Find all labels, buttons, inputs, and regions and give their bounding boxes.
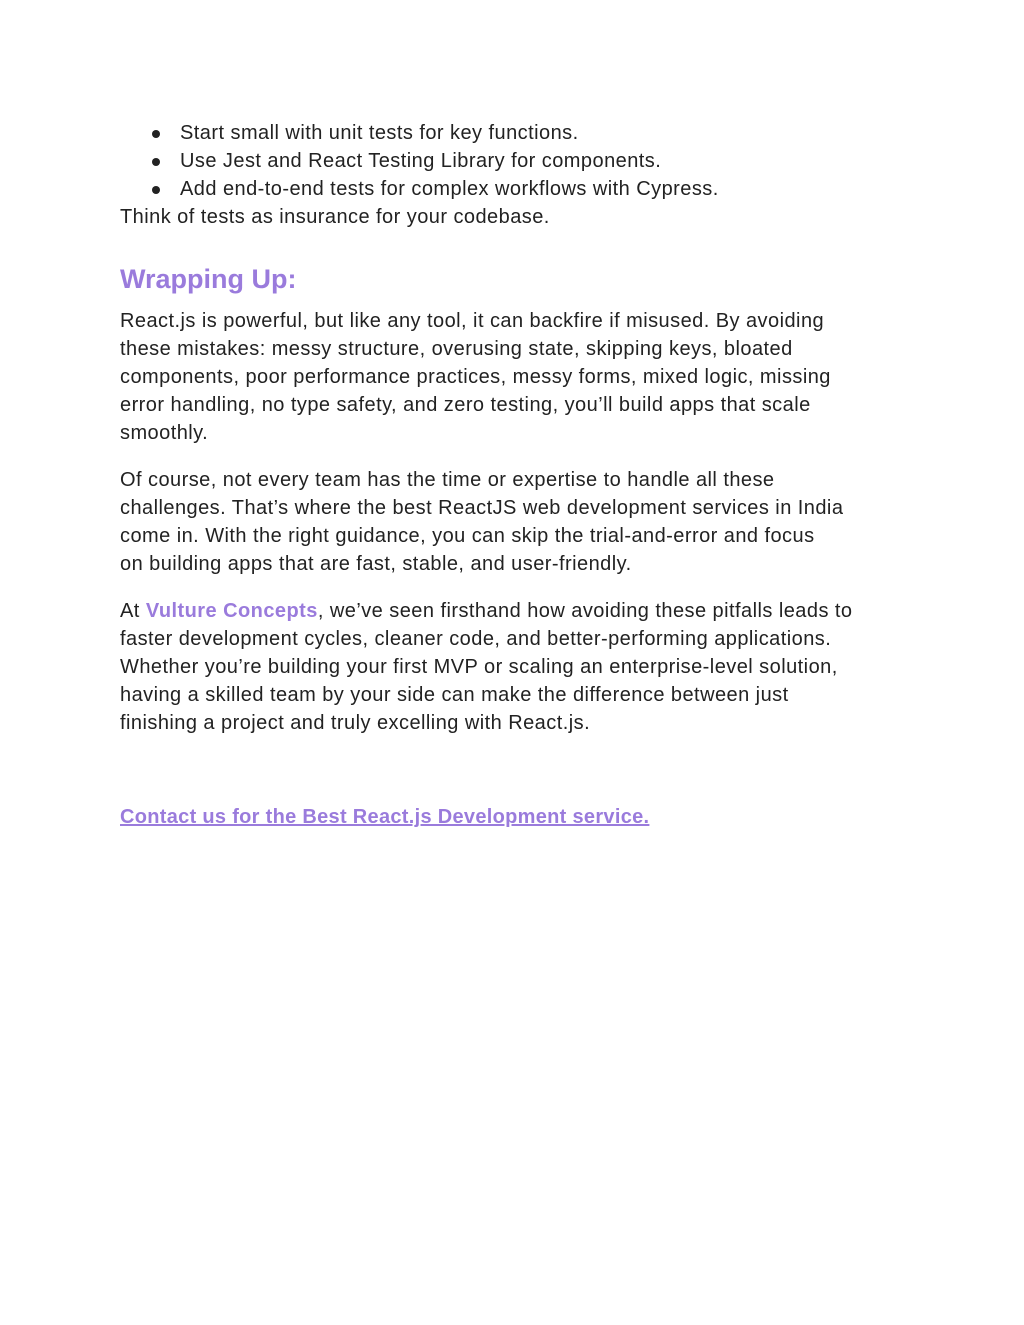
- list-item: [120, 147, 920, 175]
- paragraph-summary: [120, 307, 920, 447]
- paragraph-line: these mistakes: messy structure, overusing state, skipping keys, bloated: [120, 338, 793, 360]
- paragraph-line: Of course, not every team has the time or expertise to handle all these: [120, 469, 775, 491]
- list-item-text: Use Jest and React Testing Library for components.: [180, 150, 662, 172]
- list-item: [120, 119, 920, 147]
- brand-name: Vulture Concepts: [145, 600, 318, 622]
- bullet-list: [120, 119, 920, 203]
- paragraph-line: [120, 597, 920, 625]
- list-item: [120, 175, 920, 203]
- bullet-icon: [152, 186, 160, 194]
- paragraph-line: challenges. That’s where the best ReactJS web development services in India: [120, 497, 844, 519]
- paragraph-line: having a skilled team by your side can make the difference between just: [120, 684, 789, 706]
- paragraph-line: on building apps that are fast, stable, and user-friendly.: [120, 553, 632, 575]
- paragraph-line: React.js is powerful, but like any tool, it can backfire if misused. By avoiding: [120, 310, 825, 332]
- think-line: Think of tests as insurance for your codebase.: [120, 206, 550, 228]
- list-item-text: Add end-to-end tests for complex workflows with Cypress.: [180, 178, 719, 200]
- section-heading: Wrapping Up:: [120, 264, 297, 294]
- paragraph-line: come in. With the right guidance, you can skip the trial-and-error and focus: [120, 525, 815, 547]
- text: At: [120, 600, 146, 622]
- paragraph-line: components, poor performance practices, messy forms, mixed logic, missing: [120, 366, 831, 388]
- paragraph-services: [120, 466, 920, 578]
- bullet-icon: [152, 158, 160, 166]
- list-item-text: Start small with unit tests for key functions.: [180, 122, 579, 144]
- paragraph-line: Whether you’re building your first MVP or scaling an enterprise-level solution,: [120, 656, 838, 678]
- bullet-icon: [152, 130, 160, 138]
- paragraph-line: smoothly.: [120, 422, 209, 444]
- paragraph-line: faster development cycles, cleaner code, and better-performing applications.: [120, 628, 832, 650]
- paragraph-line: finishing a project and truly excelling with React.js.: [120, 712, 591, 734]
- paragraph-line: error handling, no type safety, and zero testing, you’ll build apps that scale: [120, 394, 811, 416]
- text: , we’ve seen firsthand how avoiding these pitfalls leads to: [317, 600, 853, 622]
- paragraph-company: [120, 597, 920, 737]
- contact-link[interactable]: Contact us for the Best React.js Development service.: [120, 806, 650, 828]
